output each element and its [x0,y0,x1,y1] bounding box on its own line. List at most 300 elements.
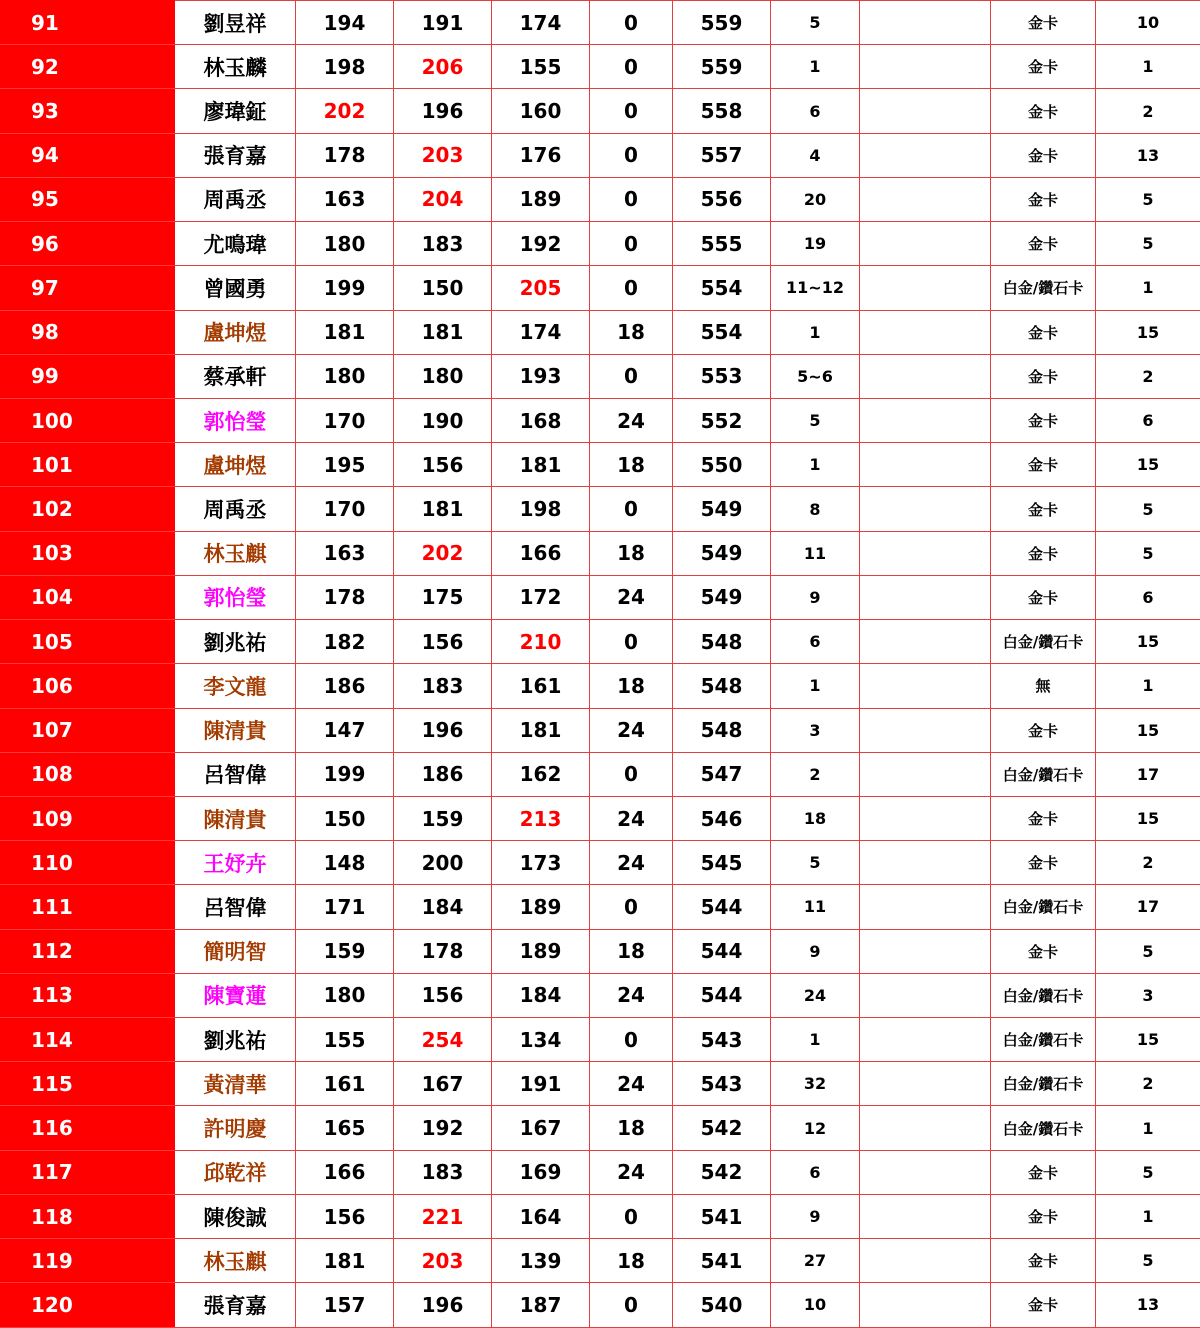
card-type-cell: 金卡 [991,222,1096,266]
table-row [1,45,1200,89]
rank-cell: 119 [1,1239,175,1283]
blank-cell [860,443,991,487]
rank-cell: 99 [1,354,175,398]
column-8-cell: 5 [771,1,860,45]
game3-score-cell: 187 [492,1283,590,1327]
total-score-cell: 552 [673,398,771,442]
column-11-cell: 15 [1096,708,1200,752]
player-name-cell: 王妤卉 [175,841,296,885]
game2-score-cell: 203 [394,133,492,177]
game1-score-cell: 163 [296,531,394,575]
total-score-cell: 542 [673,1150,771,1194]
table-row [1,1,1200,45]
game1-score-cell: 181 [296,310,394,354]
column-8-cell: 5 [771,841,860,885]
column-8-cell: 9 [771,575,860,619]
column-11-cell: 6 [1096,575,1200,619]
total-score-cell: 547 [673,752,771,796]
column-8-cell: 6 [771,620,860,664]
table-row [1,664,1200,708]
blank-cell [860,575,991,619]
total-score-cell: 554 [673,266,771,310]
game2-score-cell: 181 [394,310,492,354]
rank-cell: 108 [1,752,175,796]
rank-cell: 101 [1,443,175,487]
column-11-cell: 15 [1096,310,1200,354]
card-type-cell: 金卡 [991,575,1096,619]
blank-cell [860,796,991,840]
handicap-cell: 0 [590,354,673,398]
player-name-cell: 陳清貴 [175,708,296,752]
game3-score-cell: 191 [492,1062,590,1106]
game3-score-cell: 205 [492,266,590,310]
game3-score-cell: 161 [492,664,590,708]
blank-cell [860,1150,991,1194]
player-name-cell: 呂智偉 [175,752,296,796]
column-11-cell: 1 [1096,266,1200,310]
column-11-cell: 5 [1096,487,1200,531]
column-8-cell: 19 [771,222,860,266]
blank-cell [860,266,991,310]
table-row [1,1062,1200,1106]
card-type-cell: 白金/鑽石卡 [991,1062,1096,1106]
game2-score-cell: 200 [394,841,492,885]
column-11-cell: 2 [1096,89,1200,133]
column-8-cell: 20 [771,177,860,221]
column-8-cell: 8 [771,487,860,531]
total-score-cell: 558 [673,89,771,133]
rank-cell: 110 [1,841,175,885]
game3-score-cell: 173 [492,841,590,885]
game2-score-cell: 156 [394,973,492,1017]
rank-cell: 100 [1,398,175,442]
total-score-cell: 546 [673,796,771,840]
game3-score-cell: 189 [492,885,590,929]
handicap-cell: 0 [590,752,673,796]
game1-score-cell: 181 [296,1239,394,1283]
blank-cell [860,1018,991,1062]
card-type-cell: 白金/鑽石卡 [991,1106,1096,1150]
card-type-cell: 金卡 [991,398,1096,442]
blank-cell [860,620,991,664]
table-row [1,310,1200,354]
table-row [1,1106,1200,1150]
blank-cell [860,841,991,885]
game3-score-cell: 172 [492,575,590,619]
table-row [1,1194,1200,1238]
card-type-cell: 金卡 [991,841,1096,885]
game1-score-cell: 195 [296,443,394,487]
column-8-cell: 11 [771,531,860,575]
card-type-cell: 金卡 [991,443,1096,487]
column-11-cell: 3 [1096,973,1200,1017]
game2-score-cell: 180 [394,354,492,398]
game3-score-cell: 198 [492,487,590,531]
handicap-cell: 24 [590,973,673,1017]
rank-cell: 106 [1,664,175,708]
column-8-cell: 4 [771,133,860,177]
card-type-cell: 白金/鑽石卡 [991,885,1096,929]
card-type-cell: 金卡 [991,1283,1096,1327]
column-11-cell: 5 [1096,1150,1200,1194]
handicap-cell: 18 [590,1239,673,1283]
game1-score-cell: 148 [296,841,394,885]
column-11-cell: 5 [1096,1239,1200,1283]
handicap-cell: 18 [590,664,673,708]
handicap-cell: 0 [590,133,673,177]
blank-cell [860,708,991,752]
game2-score-cell: 203 [394,1239,492,1283]
game1-score-cell: 157 [296,1283,394,1327]
handicap-cell: 18 [590,929,673,973]
player-name-cell: 許明慶 [175,1106,296,1150]
column-8-cell: 24 [771,973,860,1017]
blank-cell [860,1,991,45]
rank-cell: 114 [1,1018,175,1062]
game3-score-cell: 166 [492,531,590,575]
game2-score-cell: 190 [394,398,492,442]
column-8-cell: 1 [771,45,860,89]
player-name-cell: 周禹丞 [175,177,296,221]
rank-cell: 92 [1,45,175,89]
game1-score-cell: 198 [296,45,394,89]
column-8-cell: 5 [771,398,860,442]
game2-score-cell: 206 [394,45,492,89]
card-type-cell: 金卡 [991,487,1096,531]
table-row [1,1283,1200,1327]
game2-score-cell: 183 [394,664,492,708]
handicap-cell: 18 [590,310,673,354]
total-score-cell: 544 [673,885,771,929]
total-score-cell: 555 [673,222,771,266]
game3-score-cell: 181 [492,443,590,487]
total-score-cell: 542 [673,1106,771,1150]
total-score-cell: 541 [673,1194,771,1238]
total-score-cell: 549 [673,531,771,575]
table-row [1,620,1200,664]
player-name-cell: 郭怡瑩 [175,575,296,619]
total-score-cell: 544 [673,973,771,1017]
total-score-cell: 544 [673,929,771,973]
card-type-cell: 金卡 [991,177,1096,221]
rank-cell: 118 [1,1194,175,1238]
handicap-cell: 24 [590,1062,673,1106]
handicap-cell: 18 [590,531,673,575]
game3-score-cell: 174 [492,310,590,354]
game1-score-cell: 161 [296,1062,394,1106]
table-row [1,575,1200,619]
rank-cell: 103 [1,531,175,575]
game3-score-cell: 189 [492,929,590,973]
rank-cell: 111 [1,885,175,929]
game2-score-cell: 181 [394,487,492,531]
game2-score-cell: 221 [394,1194,492,1238]
card-type-cell: 白金/鑽石卡 [991,1018,1096,1062]
game3-score-cell: 139 [492,1239,590,1283]
table-row [1,177,1200,221]
column-8-cell: 1 [771,443,860,487]
game2-score-cell: 204 [394,177,492,221]
card-type-cell: 白金/鑽石卡 [991,620,1096,664]
handicap-cell: 24 [590,841,673,885]
blank-cell [860,222,991,266]
game1-score-cell: 165 [296,1106,394,1150]
column-11-cell: 10 [1096,1,1200,45]
game2-score-cell: 202 [394,531,492,575]
ranking-table-body [1,1,1200,1328]
game1-score-cell: 171 [296,885,394,929]
rank-cell: 93 [1,89,175,133]
game1-score-cell: 180 [296,973,394,1017]
player-name-cell: 劉兆祐 [175,620,296,664]
table-row [1,796,1200,840]
total-score-cell: 553 [673,354,771,398]
game3-score-cell: 169 [492,1150,590,1194]
game3-score-cell: 181 [492,708,590,752]
handicap-cell: 0 [590,620,673,664]
player-name-cell: 簡明智 [175,929,296,973]
table-row [1,1239,1200,1283]
game2-score-cell: 196 [394,89,492,133]
card-type-cell: 金卡 [991,1194,1096,1238]
blank-cell [860,310,991,354]
table-row [1,531,1200,575]
blank-cell [860,973,991,1017]
column-11-cell: 15 [1096,796,1200,840]
total-score-cell: 541 [673,1239,771,1283]
game3-score-cell: 162 [492,752,590,796]
handicap-cell: 24 [590,575,673,619]
game3-score-cell: 167 [492,1106,590,1150]
total-score-cell: 548 [673,708,771,752]
blank-cell [860,133,991,177]
player-name-cell: 蔡承軒 [175,354,296,398]
handicap-cell: 0 [590,885,673,929]
game2-score-cell: 156 [394,620,492,664]
player-name-cell: 林玉麟 [175,45,296,89]
player-name-cell: 劉昱祥 [175,1,296,45]
game3-score-cell: 193 [492,354,590,398]
game2-score-cell: 254 [394,1018,492,1062]
column-11-cell: 6 [1096,398,1200,442]
column-11-cell: 5 [1096,929,1200,973]
column-11-cell: 17 [1096,752,1200,796]
total-score-cell: 543 [673,1062,771,1106]
column-11-cell: 2 [1096,1062,1200,1106]
player-name-cell: 邱乾祥 [175,1150,296,1194]
total-score-cell: 543 [673,1018,771,1062]
blank-cell [860,1062,991,1106]
blank-cell [860,1194,991,1238]
game1-score-cell: 194 [296,1,394,45]
column-8-cell: 6 [771,89,860,133]
handicap-cell: 24 [590,1150,673,1194]
rank-cell: 112 [1,929,175,973]
handicap-cell: 24 [590,398,673,442]
player-name-cell: 郭怡瑩 [175,398,296,442]
total-score-cell: 549 [673,575,771,619]
game1-score-cell: 170 [296,398,394,442]
game2-score-cell: 184 [394,885,492,929]
blank-cell [860,531,991,575]
game3-score-cell: 160 [492,89,590,133]
game3-score-cell: 174 [492,1,590,45]
game3-score-cell: 164 [492,1194,590,1238]
rank-cell: 116 [1,1106,175,1150]
rank-cell: 107 [1,708,175,752]
game2-score-cell: 192 [394,1106,492,1150]
table-row [1,487,1200,531]
total-score-cell: 550 [673,443,771,487]
player-name-cell: 張育嘉 [175,133,296,177]
game2-score-cell: 196 [394,708,492,752]
table-row [1,354,1200,398]
player-name-cell: 林玉麒 [175,1239,296,1283]
player-name-cell: 李文龍 [175,664,296,708]
player-name-cell: 廖瑋鉦 [175,89,296,133]
blank-cell [860,1239,991,1283]
game1-score-cell: 170 [296,487,394,531]
total-score-cell: 559 [673,45,771,89]
table-row [1,266,1200,310]
column-8-cell: 11~12 [771,266,860,310]
rank-cell: 120 [1,1283,175,1327]
blank-cell [860,177,991,221]
card-type-cell: 金卡 [991,89,1096,133]
blank-cell [860,45,991,89]
column-11-cell: 15 [1096,620,1200,664]
handicap-cell: 18 [590,443,673,487]
column-8-cell: 9 [771,929,860,973]
player-name-cell: 盧坤煜 [175,310,296,354]
column-11-cell: 5 [1096,177,1200,221]
rank-cell: 102 [1,487,175,531]
game3-score-cell: 168 [492,398,590,442]
game3-score-cell: 213 [492,796,590,840]
table-row [1,1150,1200,1194]
table-row [1,841,1200,885]
game1-score-cell: 178 [296,575,394,619]
handicap-cell: 0 [590,222,673,266]
column-11-cell: 2 [1096,841,1200,885]
column-11-cell: 13 [1096,1283,1200,1327]
player-name-cell: 黃清華 [175,1062,296,1106]
blank-cell [860,752,991,796]
player-name-cell: 曾國勇 [175,266,296,310]
game3-score-cell: 184 [492,973,590,1017]
column-8-cell: 9 [771,1194,860,1238]
total-score-cell: 554 [673,310,771,354]
handicap-cell: 0 [590,1018,673,1062]
card-type-cell: 金卡 [991,929,1096,973]
player-name-cell: 周禹丞 [175,487,296,531]
column-8-cell: 27 [771,1239,860,1283]
game3-score-cell: 134 [492,1018,590,1062]
card-type-cell: 金卡 [991,133,1096,177]
total-score-cell: 548 [673,620,771,664]
column-8-cell: 5~6 [771,354,860,398]
game1-score-cell: 166 [296,1150,394,1194]
game1-score-cell: 147 [296,708,394,752]
game1-score-cell: 202 [296,89,394,133]
table-row [1,885,1200,929]
column-8-cell: 1 [771,310,860,354]
table-row [1,89,1200,133]
total-score-cell: 556 [673,177,771,221]
blank-cell [860,1106,991,1150]
player-name-cell: 陳寶蓮 [175,973,296,1017]
column-8-cell: 1 [771,664,860,708]
table-row [1,973,1200,1017]
game1-score-cell: 159 [296,929,394,973]
rank-cell: 94 [1,133,175,177]
column-11-cell: 1 [1096,1106,1200,1150]
handicap-cell: 18 [590,1106,673,1150]
player-name-cell: 盧坤煜 [175,443,296,487]
card-type-cell: 白金/鑽石卡 [991,752,1096,796]
game3-score-cell: 176 [492,133,590,177]
rank-cell: 91 [1,1,175,45]
player-name-cell: 林玉麒 [175,531,296,575]
game1-score-cell: 150 [296,796,394,840]
column-11-cell: 5 [1096,531,1200,575]
game3-score-cell: 155 [492,45,590,89]
blank-cell [860,487,991,531]
game2-score-cell: 196 [394,1283,492,1327]
total-score-cell: 545 [673,841,771,885]
player-name-cell: 陳清貴 [175,796,296,840]
game2-score-cell: 167 [394,1062,492,1106]
card-type-cell: 金卡 [991,796,1096,840]
table-row [1,708,1200,752]
player-name-cell: 尤鳴瑋 [175,222,296,266]
column-11-cell: 15 [1096,1018,1200,1062]
handicap-cell: 24 [590,796,673,840]
rank-cell: 95 [1,177,175,221]
blank-cell [860,89,991,133]
player-name-cell: 張育嘉 [175,1283,296,1327]
handicap-cell: 0 [590,177,673,221]
handicap-cell: 0 [590,89,673,133]
game1-score-cell: 182 [296,620,394,664]
card-type-cell: 白金/鑽石卡 [991,973,1096,1017]
total-score-cell: 549 [673,487,771,531]
blank-cell [860,664,991,708]
column-11-cell: 1 [1096,45,1200,89]
game1-score-cell: 199 [296,752,394,796]
handicap-cell: 0 [590,1,673,45]
rank-cell: 113 [1,973,175,1017]
handicap-cell: 0 [590,266,673,310]
blank-cell [860,1283,991,1327]
blank-cell [860,354,991,398]
table-row [1,398,1200,442]
column-11-cell: 1 [1096,1194,1200,1238]
table-row [1,1018,1200,1062]
rank-cell: 105 [1,620,175,664]
game2-score-cell: 191 [394,1,492,45]
card-type-cell: 金卡 [991,310,1096,354]
column-11-cell: 13 [1096,133,1200,177]
column-11-cell: 2 [1096,354,1200,398]
card-type-cell: 金卡 [991,354,1096,398]
game2-score-cell: 159 [394,796,492,840]
game3-score-cell: 210 [492,620,590,664]
card-type-cell: 白金/鑽石卡 [991,266,1096,310]
card-type-cell: 金卡 [991,1150,1096,1194]
handicap-cell: 24 [590,708,673,752]
game2-score-cell: 178 [394,929,492,973]
